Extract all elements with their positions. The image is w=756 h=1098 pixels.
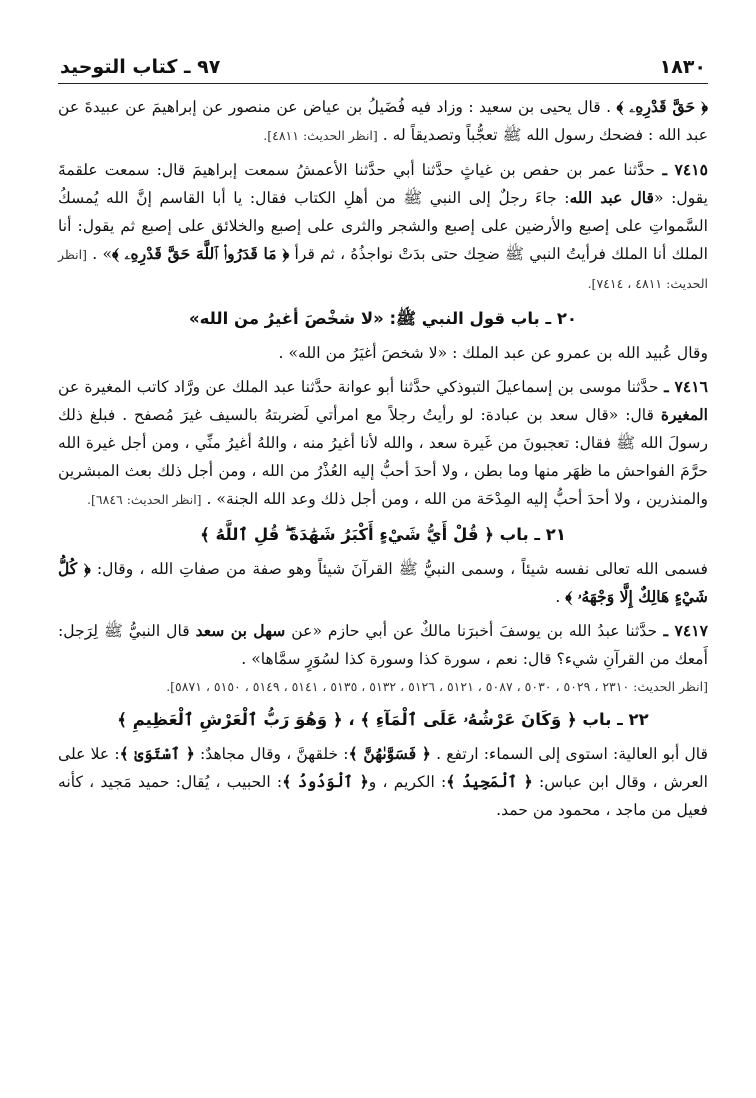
narrator-name: سهل بن سعد — [195, 621, 286, 640]
page-header — [58, 56, 708, 84]
hadith-number: ٧٤١٥ ـ — [655, 160, 708, 179]
text-run: حدَّثنا عمر بن حفص بن غياثٍ حدَّثنا أبي حدَّثنا الأعمشُ سمعت إبراهيمَ قال: سمعت علقمةَ يقول: « — [58, 161, 708, 207]
text-run: قال أبو العالية: استوى إلى السماء: ارتفع . — [430, 745, 709, 763]
text-run: حدَّثنا عبدُ الله بن يوسفَ أخبرَنا مالكٌ عن أبي حازم «عن — [285, 622, 658, 640]
text-run: قال النبيُّ ﷺ لِرَجل: أَمعك من القرآنِ شيء؟ قال: نعم ، سورة كذا وسورة كذا لسُوَرٍ سمَّاها» . — [58, 622, 708, 668]
hadith-reference-list: [انظر الحديث: ٢٣١٠ ، ٥٠٢٩ ، ٥٠٣٠ ، ٥٠٨٧ ، ٥١٢١ ، ٥١٢٦ ، ٥١٣٢ ، ٥١٣٥ ، ٥١٤١ ، ٥١٤٩ ، ٥١٥٠ ، ٥٨٧١]. — [166, 679, 708, 694]
text-run: » . — [86, 245, 112, 263]
text-run: : الحبيب ، يُقال: حميد مَجيد ، كأنه فعيل من ماجد ، محمود من حمد. — [58, 773, 708, 819]
text-run: . قال يحيى بن سعيد : وزاد فيه فُضَيلُ بن عياض عن منصور عن إبراهيمَ عن عبيدةَ عن عبد الله : فضحك رسول الله ﷺ تعجُّباً وتصديقاً له . — [58, 98, 708, 144]
hadith-reference: [انظر الحديث: ٦٨٤٦]. — [87, 492, 202, 507]
chapter-heading: ٢١ ـ باب ﴿ قُلْ أَيُّ شَيْءٍ أَكْبَرُ شَهَٰدَةً ۖ قُلِ ٱللَّهُ ﴾ — [200, 525, 566, 544]
book-page — [58, 56, 708, 824]
quran-verse: ﴿ حَقَّ قَدْرِهِۦ ﴾ — [616, 97, 708, 116]
chapter-heading: ٢٠ ـ باب قول النبي ﷺ: «لا شخْصَ أغيرُ من الله» — [188, 309, 578, 328]
text-run: فسمى الله تعالى نفسه شيئاً ، وسمى النبيُّ ﷺ القرآنَ شيئاً وهو صفة من صفاتِ الله ، وقال: — [90, 560, 708, 578]
text-run: : علا على العرش ، وقال ابن عباس: — [58, 745, 708, 791]
quran-verse: ﴿ ٱسْتَوَىٰ ﴾ — [119, 744, 195, 763]
paragraph — [58, 373, 708, 514]
text-run: وقال عُبيد الله بن عمرو عن عبد الملك : «لا شخصَ أغيَرُ من الله» . — [278, 344, 708, 362]
text-run: حدَّثنا موسى بن إسماعيلَ التبوذكي حدَّثنا أبو عوانة حدَّثنا عبد الملك عن ورَّاد كاتب المغيرة عن — [58, 378, 659, 396]
quran-verse: ﴿ ٱلْوَدُودُ ﴾ — [282, 772, 369, 791]
hadith-reference: [انظر الحديث: ٤٨١١]. — [263, 128, 378, 143]
quran-verse: ﴿ فَسَوَّىٰهُنَّ ﴾ — [348, 744, 431, 763]
paragraph — [58, 156, 708, 298]
chapter-title: ٩٧ ـ كتاب التوحيد — [60, 56, 221, 78]
narrator-name: قال عبد الله — [569, 188, 654, 207]
quran-verse: ﴿ مَا قَدَرُوا۟ ٱللَّهَ حَقَّ قَدْرِهِۦ ﴾ — [111, 244, 290, 263]
text-run: : جاءَ رجلٌ إلى النبي ﷺ من أهلِ الكتاب فقال: يا أبا القاسم إنَّ الله يُمسكُ السَّمواتِ على إصبع والأرضين على إصبع والشجر والثرى على إصبع والخلائق على إصبع ثم يقول: أنا الملك أنا الملك فرأيتُ النبي ﷺ ضحِك حتى بدَتْ نواجذُهُ ، ثم قرأ — [58, 189, 708, 263]
text-body — [58, 93, 708, 824]
paragraph — [58, 93, 708, 150]
quran-verse: ﴿ ٱلْمَجِيدُ ﴾ — [446, 772, 533, 791]
page-number: ١٨٣٠ — [659, 56, 706, 78]
text-run: : الكريم ، و — [368, 773, 447, 791]
paragraph — [58, 339, 708, 367]
hadith-reference: [انظر الحديث: ٤٨١١ ، ٧٤١٤]. — [58, 247, 708, 291]
paragraph — [58, 555, 708, 611]
text-run: : خلقهنَّ ، وقال مجاهدٌ: — [194, 745, 349, 763]
text-run: . — [555, 588, 566, 606]
paragraph — [58, 617, 708, 673]
paragraph — [58, 740, 708, 824]
narrator-name: المغيرة — [660, 405, 708, 424]
hadith-number: ٧٤١٦ ـ — [658, 377, 708, 396]
quran-verse: ﴿ كُلُّ شَيْءٍ هَالِكٌ إِلَّا وَجْهَهُۥ ﴾ — [58, 559, 708, 606]
text-run: قال: «قال سعد بن عبادة: لو رأيتُ رجلاً مع امرأتي لَضربتهُ بالسيف غيرَ مُصفح . فبلغ ذلك رسولَ الله ﷺ فقال: تعجبونَ من غَيرة سعد ، والله لأنا أغيرُ منه ، واللهُ أغيرُ منِّي ، ومن أجل غيرة الله حرَّمَ الفواحش ما ظهَر منها وما بطن ، ولا أحدَ أحبُّ إليه العُذْرُ من الله ، ومن أجل ذلك بعث المبشرين والمنذرين ، ولا أحدَ أحبُّ إليه المِدْحَة من الله ، ومن أجل ذلك وعد الله الجنة» . — [58, 406, 708, 508]
chapter-heading: ٢٢ ـ باب ﴿ وَكَانَ عَرْشُهُۥ عَلَى ٱلْمَآءِ ﴾ ، ﴿ وَهُوَ رَبُّ ٱلْعَرْشِ ٱلْعَظِيمِ ﴾ — [117, 710, 649, 729]
hadith-number: ٧٤١٧ ـ — [657, 621, 708, 640]
